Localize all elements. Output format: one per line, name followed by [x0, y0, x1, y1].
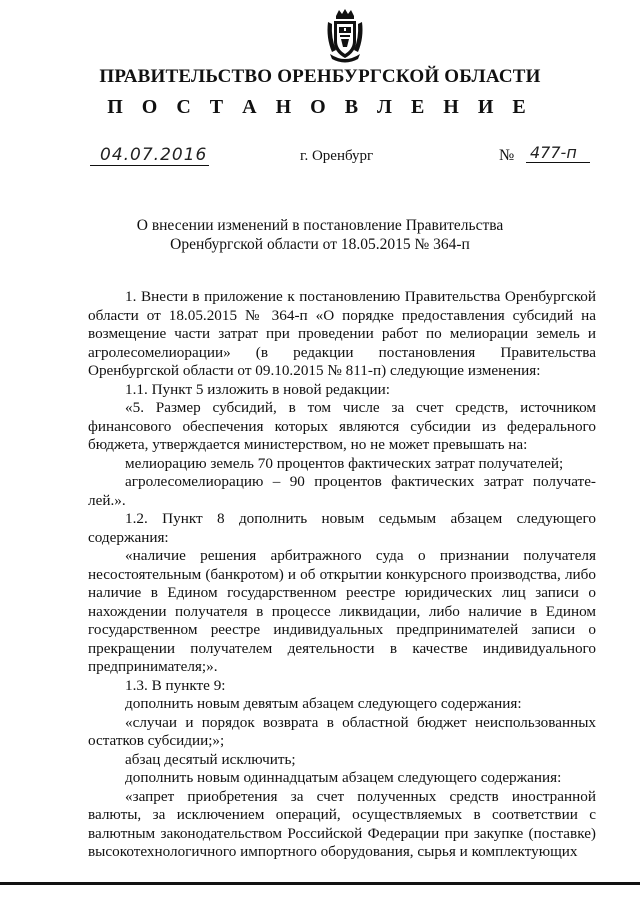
- page-bottom-border: [0, 882, 640, 885]
- paragraph: «наличие решения арбитражного суда о признании получателя несостоятельным (банкротом) и об открытии конкурсного производства, либо наличие в Едином государственном реестре юридических лиц записи о нахождении получателя в процессе ликвидации, либо наличие в Едином государственном реестре индивидуальных предпринимателей записи о прекращении получателем деятельности в качестве индивидуального предпринимателя;».: [88, 547, 596, 675]
- paragraph: мелиорацию земель 70 процентов фактических затрат получателей;: [125, 454, 564, 472]
- document-date: 04.07.2016: [90, 145, 209, 166]
- document-city: г. Оренбург: [300, 148, 374, 164]
- paragraph: дополнить новым одиннадцатым абзацем следующего содержания:: [125, 769, 562, 786]
- paragraph: 1.2. Пункт 8 дополнить новым седьмым абзацем следующего содержания:: [88, 510, 596, 546]
- document-body: [88, 288, 596, 862]
- title-line-2: Оренбургской области от 18.05.2015 № 364-п: [170, 236, 470, 253]
- paragraph: 1. Внести в приложение к постановлению Правительства Оренбургской области от 18.05.2015 № 364-п «О порядке предоставления субсидий на возмещение части затрат при проведении работ по мелиорации земель и агролесомелиорации» (в редакции постановления Правительства Оренбургской области от 09.10.2015 № 811-п) следующие изменения:: [88, 288, 596, 379]
- paragraph: абзац десятый исключить;: [125, 750, 296, 768]
- paragraph: «случаи и порядок возврата в областной бюджет неиспользованных остатков субсидии;»;: [88, 713, 596, 749]
- paragraph: «5. Размер субсидий, в том числе за счет средств, источником финансового обеспечения которых являются субсидии из федерального бюджета, утверждается министерством, но не может превышать на:: [88, 399, 596, 453]
- document-number: 477-п: [526, 143, 590, 163]
- paragraph: дополнить новым девятым абзацем следующего содержания:: [125, 695, 522, 712]
- paragraph: 1.3. В пункте 9:: [125, 676, 226, 694]
- number-label: №: [499, 147, 515, 164]
- paragraph: 1.1. Пункт 5 изложить в новой редакции:: [125, 380, 391, 398]
- title-line-1: О внесении изменений в постановление Правительства: [136, 217, 504, 234]
- coat-of-arms-icon: [324, 8, 366, 64]
- paragraph: агролесомелиорацию – 90 процентов фактических затрат получате-лей.».: [88, 473, 596, 509]
- document-type: П О С Т А Н О В Л Е Н И Е: [107, 96, 533, 118]
- paragraph: «запрет приобретения за счет полученных средств иностранной валюты, за исключением операций, осуществляемых в соответствии с валютным законодательством Российской Федерации при закупке (поставке) высокотехнологичного импортного оборудования, сырья и комплектующих: [88, 787, 596, 860]
- document-title: [0, 216, 640, 254]
- government-name: ПРАВИТЕЛЬСТВО ОРЕНБУРГСКОЙ ОБЛАСТИ: [99, 66, 541, 87]
